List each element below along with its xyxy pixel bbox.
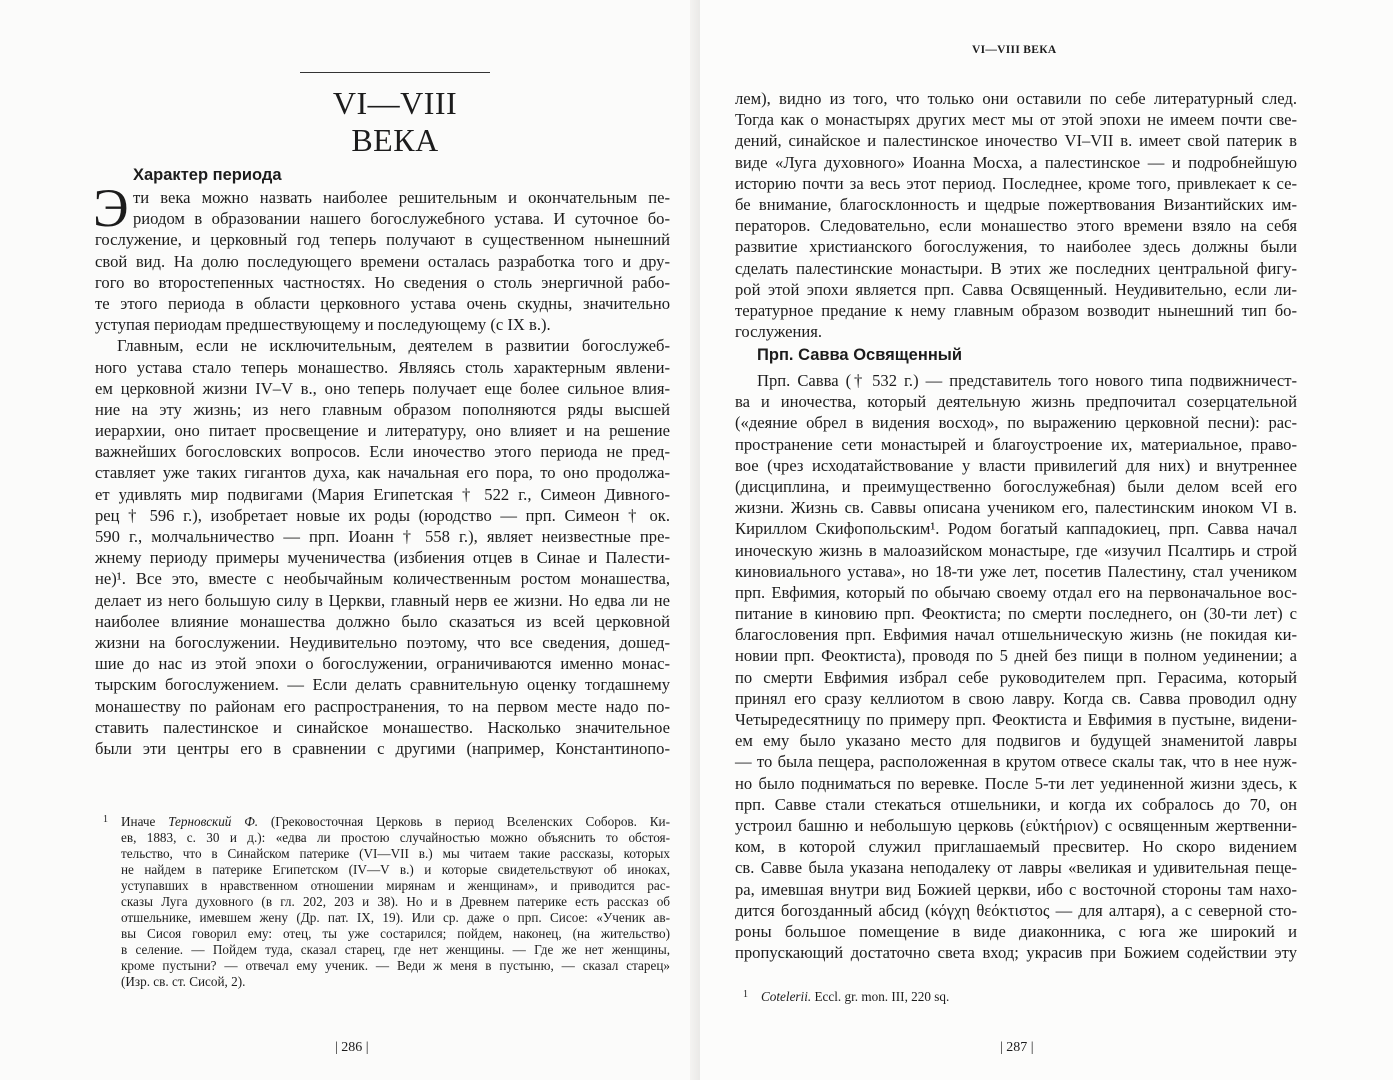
right-body-text bbox=[735, 370, 1297, 963]
text-line: роны большое помещение в виде диаконника, с юга же широкий и bbox=[735, 921, 1297, 941]
footnote-text: Eccl. gr. mon. III, 220 sq. bbox=[811, 989, 950, 1004]
footnote-line: тельство, что в Синайском патерике (VI—VII в.) мы читаем такие рассказы, которых bbox=[121, 846, 670, 861]
footnote-line: (Изр. св. ст. Сисой, 2). bbox=[121, 974, 246, 989]
section-heading: Характер периода bbox=[133, 166, 282, 184]
text-line: жизни. Жизнь св. Саввы описана учеником его, палестинским иноком VI в. bbox=[735, 498, 1297, 518]
text-line: киновиального устава», но 18-ти уже лет, посетив Палестину, стал учеником bbox=[735, 561, 1297, 581]
text-line: ставляет уже таких гигантов духа, как начальная его пора, то оно продолжа- bbox=[95, 463, 670, 483]
text-line: прп. Евфимия, который по обычаю своему отдал его на первоначальное вос- bbox=[735, 582, 1297, 602]
chapter-title: VI—VIII ВЕКА bbox=[300, 72, 490, 159]
section-heading: Прп. Савва Освященный bbox=[757, 346, 963, 364]
text-line: прп. Савве стали стекаться отшельники, и когда их собралось до 70, он bbox=[735, 794, 1297, 814]
text-line: жизни на богослужении. Неудивительно поэтому, что все сведения, дошед- bbox=[95, 632, 670, 652]
footnote-marker: 1 bbox=[103, 814, 108, 825]
text-line: монашеству по районам его распространения, то на первом месте надо по- bbox=[95, 696, 670, 716]
footnote-line: вы Сисоя говорил ему: отец, ты уже состарился; пойдем, наконец, (на жительство) bbox=[121, 926, 670, 941]
right-body-text-top bbox=[735, 88, 1297, 342]
text-line: тературное предание к нему главным образом возводит нынешний тип бо- bbox=[735, 300, 1297, 320]
text-line: принял его сразу келлиотом в свою лавру. Когда св. Савва проводил одну bbox=[735, 688, 1297, 708]
footnote-line: не найдем в патерике Египетском (IV—V в.) и которые свидетельствуют об иноках, bbox=[121, 862, 670, 877]
text-line: но было подниматься по веревке. После 5-ти лет уединенной жизни здесь, к bbox=[735, 773, 1297, 793]
text-line: гослужение, и церковный год теперь получают в существенном нынешний bbox=[95, 230, 670, 250]
text-line: лем), видно из того, что только они оставили по себе литературный след. bbox=[735, 89, 1297, 108]
text-line: иноческую жизнь в малоазийском монастыре, где «изучил Псалтирь и строй bbox=[735, 540, 1297, 560]
footnote-text: (Грековосточная Церковь в период Вселенских Соборов. Ки- bbox=[258, 814, 670, 829]
text-line: Тогда как о монастырях других мест мы от этой эпохи не имеем почти све- bbox=[735, 110, 1297, 130]
text-line: дится богозданный абсид (κόγχη θεόκτιστος — для алтаря), а с северной сто- bbox=[735, 900, 1297, 920]
text-line: ет удивлять мир подвигами (Мария Египетская † 522 г., Симеон Дивного- bbox=[95, 484, 670, 504]
text-line: благословения прп. Евфимия начал отшельническую жизнь (не покидая ки- bbox=[735, 625, 1297, 645]
text-line: («деяние обрел в видения восход», по выражению церковной песни): рас- bbox=[735, 413, 1297, 433]
text-line: историю почти за весь этот период. Последнее, кроме того, привлекает к се- bbox=[735, 173, 1297, 193]
text-line: ва и иночества, который деятельную жизнь предпочитал созерцательной bbox=[735, 392, 1297, 412]
text-line: важнейших богословских вопросов. Если иночество этого периода не пред- bbox=[95, 442, 670, 462]
running-head: VI—VIII ВЕКА bbox=[972, 44, 1057, 56]
text-line: виде «Луга духовного» Иоанна Мосха, а палестинское — и подробнейшую bbox=[735, 152, 1297, 172]
footnote-text: Иначе bbox=[121, 814, 169, 829]
text-line: ра, имевшая внутри вид Божией церкви, ибо с восточной стороны там нахо- bbox=[735, 879, 1297, 899]
text-line: новии прп. Феоктиста), проводя по 5 дней без пищи в полном уединении; а bbox=[735, 646, 1297, 666]
text-line: наиболее влияние монашества должно было сказаться из всей церковной bbox=[95, 611, 670, 631]
text-line: рой этой эпохи является прп. Савва Освященный. Неудивительно, если ли- bbox=[735, 279, 1297, 299]
text-line: рец † 596 г.), изобретает новые их роды (юродство — прп. Симеон † ок. bbox=[95, 505, 670, 525]
text-line: тырским богослужением. — Если делать сравнительную оценку тогдашнему bbox=[95, 675, 670, 695]
drop-cap: Э bbox=[93, 178, 129, 238]
text-line: пространение сети монастырей и благоустроение их, материальное, право- bbox=[735, 434, 1297, 454]
left-body-text bbox=[93, 178, 670, 759]
text-line: делает из него большую силу в Церкви, главный нерв ее жизни. Но едва ли не bbox=[95, 590, 670, 610]
footnote-line: сказы Луга духовного (в гл. 202, 203 и 38). Но и в Древнем патерике есть рассказ об bbox=[121, 894, 670, 909]
text-line: вое (чрез исходатайствование у власти привилегий для них) и внутреннее bbox=[735, 455, 1297, 475]
text-line: устроил башню и небольшую церковь (εὐκτήριον) с освященным жертвенни- bbox=[735, 815, 1297, 835]
text-line: уступая периодам предшествующему и последующему (с IX в.). bbox=[95, 315, 551, 335]
text-line: ти века можно назвать наиболее решительным и окончательным пе- bbox=[133, 188, 670, 207]
text-line: дений, синайское и палестинское иночество VI–VII в. имеет свой патерик в bbox=[735, 131, 1297, 151]
text-line: ставить палестинское и синайское монашество. Насколько значительное bbox=[95, 717, 670, 737]
text-line: развитие христианского богослужения, то наиболее здесь должны были bbox=[735, 237, 1297, 257]
footnote-author: Терновский Ф. bbox=[168, 814, 259, 829]
text-line: Кириллом Скифопольским¹. Родом богатый каппадокиец, прп. Савва начал bbox=[735, 519, 1297, 539]
page-number: | 286 | bbox=[335, 1040, 369, 1055]
text-line: свой вид. На долю последующего времени осталась разработка того и дру- bbox=[95, 251, 670, 271]
text-line: по смерти Евфимия избрал себе руководителем прп. Герасима, который bbox=[735, 667, 1297, 687]
text-line: св. Савве была указана неподалеку от лавры «великая и удивительная пеще- bbox=[735, 858, 1297, 878]
text-line: ем ему было указано место для подвигов и будущей знаменитой лавры bbox=[735, 731, 1297, 751]
footnote-line bbox=[735, 989, 1297, 1005]
footnote-line: ев, 1883, с. 30 и д.): «едва ли простою случайностью можно объяснить то обстоя- bbox=[121, 830, 670, 845]
text-line: не)¹. Все это, вместе с необычайным количественным ростом монашества, bbox=[95, 569, 670, 589]
text-line: иерархии, оно питает просвещение и литературу, оно влияет и на решение bbox=[95, 421, 670, 441]
text-line: ком, в которой служил приглашаемый пресвитер. Но скоро видением bbox=[735, 837, 1297, 857]
text-line: бе внимание, благосклонность и щедрые пожертвования Византийских им- bbox=[735, 194, 1297, 214]
text-line: те этого периода в области церковного устава очень скудны, значительно bbox=[95, 293, 670, 313]
footnote-line: кроме пустыни? — отвечал ему ученик. — Веди ж меня в пустыню, — сказал старец» bbox=[121, 958, 670, 973]
footnote-line: в селение. — Пойдем туда, сказал старец, где нет женщины. — Где же нет женщины, bbox=[121, 942, 670, 957]
text-line: Четыредесятницу по примеру прп. Феоктиста и Евфимия в пустыне, видени- bbox=[735, 710, 1297, 729]
footnote-marker: 1 bbox=[743, 989, 748, 1000]
text-line: ем церковной жизни IV–V в., оно теперь получает еще более сильное влия- bbox=[95, 378, 670, 398]
text-line: гого во второстепенных частностях. Но сведения о столь энергичной рабо- bbox=[95, 272, 670, 292]
text-line: питание в киновию прп. Феоктиста; по смерти последнего, он (30-ти лет) с bbox=[735, 604, 1297, 624]
text-line: ние на эту жизнь; из него главным образом пополняются ряды высшей bbox=[95, 399, 670, 419]
text-line: Главным, если не исключительным, деятелем в развитии богослужеб- bbox=[117, 336, 670, 356]
text-line: жнему периоду примеры мученичества (избиения отцев в Синае и Палести- bbox=[95, 548, 670, 568]
footnote bbox=[735, 989, 1297, 1005]
text-line: пропускающий достаточно света вход; украсив при Божием содействии эту bbox=[735, 943, 1297, 963]
text-line: сделать палестинские монастыри. В этих же последних центральной фигу- bbox=[735, 258, 1297, 278]
footnote-line bbox=[95, 814, 670, 830]
text-line: Прп. Савва († 532 г.) — представитель того нового типа подвижничест- bbox=[757, 371, 1297, 390]
text-line: — то была пещера, расположенная в крутом отвесе скалы так, что в нее нуж- bbox=[735, 752, 1297, 772]
text-line: риодом в образовании нашего богослужебного устава. И суточное бо- bbox=[133, 209, 670, 229]
text-line: гослужения. bbox=[735, 322, 822, 342]
text-line: шие до нас из этой эпохи о богослужении, ограничиваются именно монас- bbox=[95, 654, 670, 674]
footnote-line: уступавших в нравственном отношении мирянам и женщинам», и приводится рас- bbox=[121, 878, 670, 893]
footnote-author: Cotelerii. bbox=[761, 989, 812, 1004]
text-line: (дисциплина, и преимущественно богослужебная) были делом всей его bbox=[735, 476, 1297, 496]
footnote-line: отшельнике, имевшем жену (Др. пат. IX, 19). Или ср. даже о прп. Сисое: «Ученик ав- bbox=[121, 910, 670, 925]
footnote bbox=[95, 814, 670, 990]
page-number: | 287 | bbox=[1000, 1040, 1034, 1055]
text-line: 590 г., молчальничество — прп. Иоанн † 558 г.), являет неизвестные пре- bbox=[95, 527, 670, 546]
text-line: были эти центры его в сравнении с другими (например, Константинопо- bbox=[95, 738, 670, 758]
right-page bbox=[700, 0, 1393, 1080]
text-line: ного устава стало теперь монашество. Являясь столь характерным явлени- bbox=[95, 357, 670, 377]
text-line: ператоров. Следовательно, если монашество этого времени взяло на себя bbox=[735, 216, 1297, 236]
